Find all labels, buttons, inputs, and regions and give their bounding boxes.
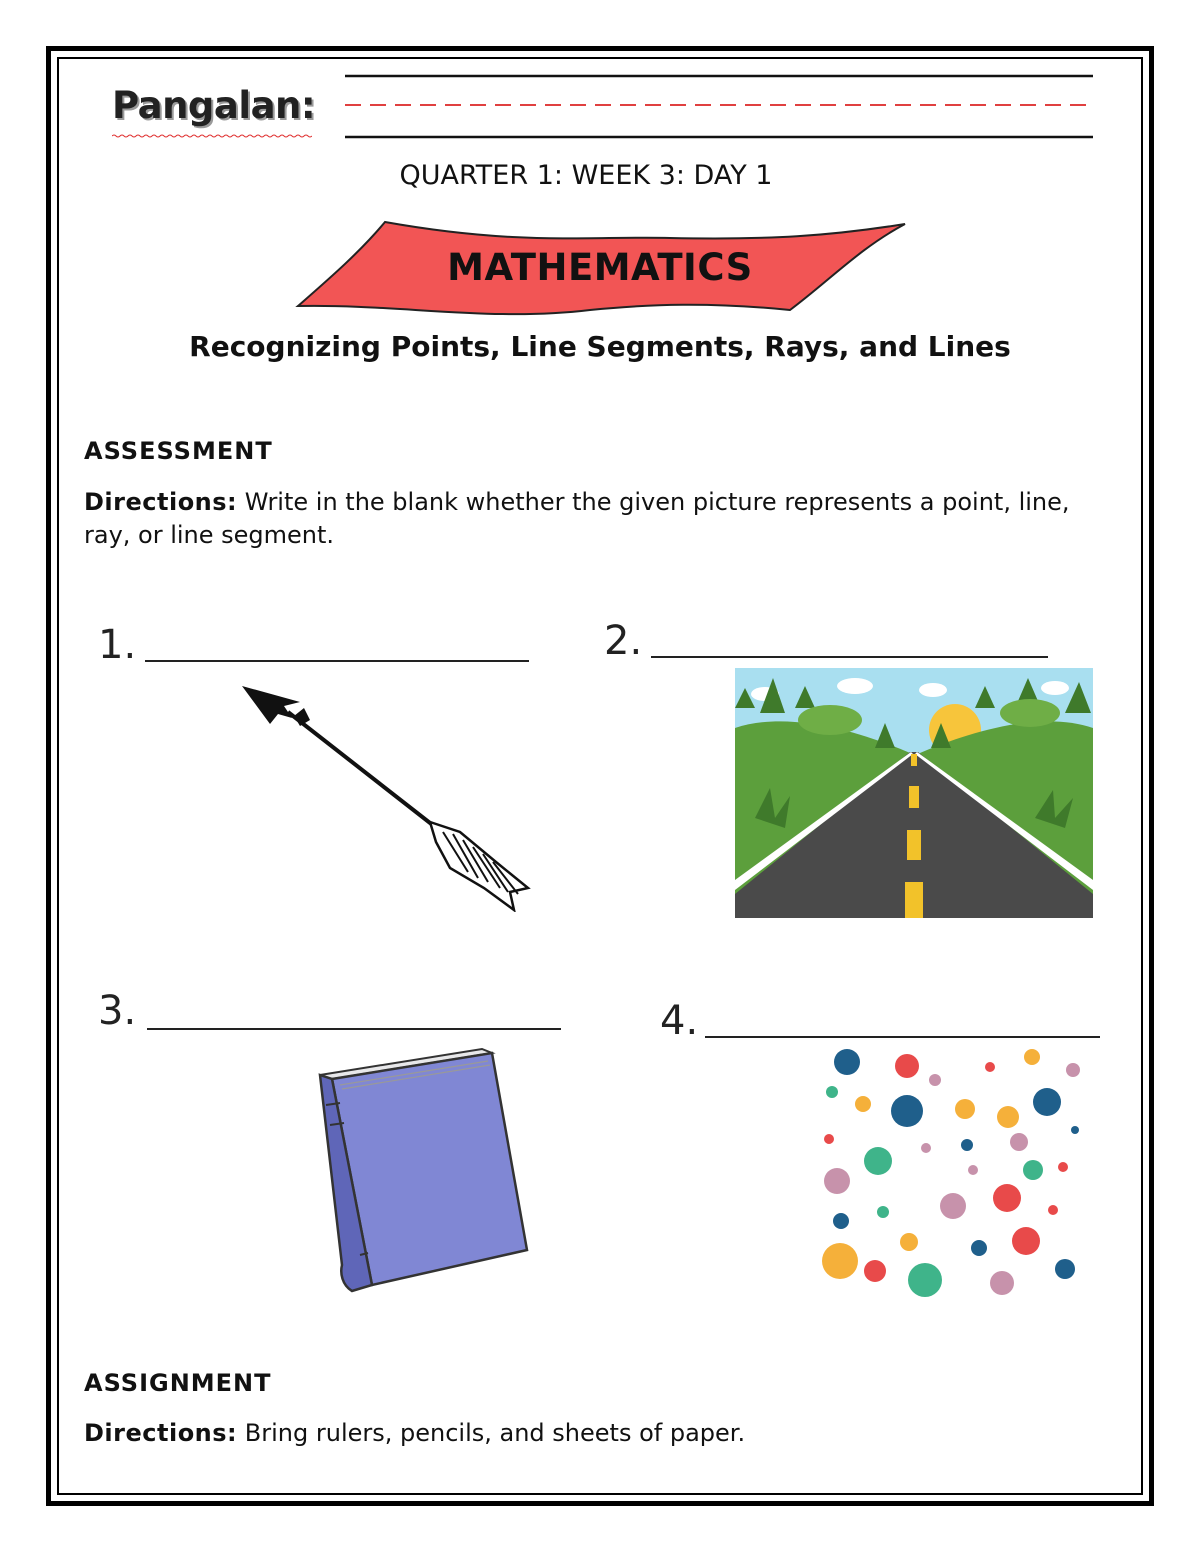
item-4-answer-blank[interactable] [705, 1036, 1100, 1038]
road-icon [735, 668, 1093, 918]
item-1-answer-blank[interactable] [145, 660, 529, 662]
spellcheck-underline [112, 134, 312, 138]
directions-text: Write in the blank whether the given picture represents a point, line, ray, or line segment. [84, 488, 1070, 549]
item-3-answer-blank[interactable] [147, 1028, 561, 1030]
item-1-number: 1. [98, 622, 137, 668]
arrow-icon [238, 682, 533, 912]
assignment-directions-text: Bring rulers, pencils, and sheets of paper. [237, 1419, 746, 1447]
name-label-text: Pangalan: [112, 84, 316, 127]
assessment-heading: ASSESSMENT [84, 437, 273, 465]
book-icon [312, 1045, 532, 1295]
dots-icon [815, 1040, 1085, 1310]
item-2-answer-blank[interactable] [651, 656, 1048, 658]
assignment-directions-label: Directions: [84, 1419, 238, 1447]
assignment-heading: ASSIGNMENT [84, 1369, 272, 1397]
quarter-week-day: QUARTER 1: WEEK 3: DAY 1 [399, 160, 773, 191]
directions-label: Directions: [84, 488, 238, 516]
item-4-number: 4. [660, 998, 699, 1044]
lesson-title: Recognizing Points, Line Segments, Rays, and Lines [189, 330, 1011, 363]
item-3-number: 3. [98, 988, 137, 1034]
subject-title: MATHEMATICS [447, 246, 753, 289]
item-2-number: 2. [604, 618, 643, 664]
assignment-directions [84, 1419, 745, 1447]
name-label [112, 84, 315, 127]
name-writing-lines[interactable] [345, 72, 1095, 142]
assessment-directions [84, 486, 1084, 552]
